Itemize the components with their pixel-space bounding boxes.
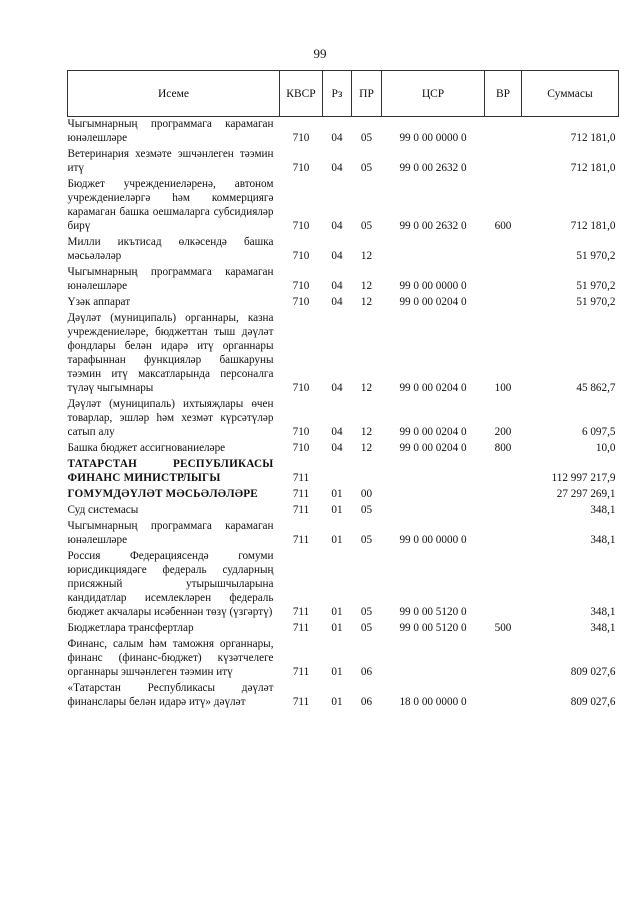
header-csr: ЦСР bbox=[382, 71, 485, 117]
header-rz: Рз bbox=[323, 71, 352, 117]
row-kvsr: 710 bbox=[292, 426, 310, 438]
row-csr: 99 0 00 0204 0 bbox=[399, 382, 467, 394]
row-vr bbox=[485, 549, 522, 621]
row-name: ТАТАРСТАН РЕСПУБЛИКАСЫ ФИНАНС МИНИСТРЛЫГЫ bbox=[67, 458, 274, 484]
row-pr: 12 bbox=[360, 382, 373, 394]
row-vr: 800 bbox=[494, 442, 512, 454]
row-name: Башка бюджет ассигнованиеләре bbox=[67, 442, 226, 454]
row-rz: 04 bbox=[331, 220, 343, 232]
row-vr bbox=[485, 147, 522, 177]
row-csr bbox=[382, 235, 485, 265]
budget-table bbox=[67, 70, 619, 711]
row-sum: 712 181,0 bbox=[570, 132, 616, 144]
row-pr: 12 bbox=[360, 250, 373, 262]
row-vr bbox=[485, 235, 522, 265]
row-sum: 51 970,2 bbox=[576, 250, 616, 262]
row-csr: 99 0 00 0204 0 bbox=[399, 426, 467, 438]
row-sum: 51 970,2 bbox=[576, 280, 616, 292]
row-vr bbox=[485, 295, 522, 311]
table-row bbox=[68, 147, 619, 177]
row-csr: 99 0 00 5120 0 bbox=[399, 622, 467, 634]
row-pr: 05 bbox=[360, 504, 373, 516]
row-rz bbox=[323, 457, 352, 487]
row-sum: 6 097,5 bbox=[581, 426, 616, 438]
row-rz: 04 bbox=[331, 296, 343, 308]
table-row bbox=[68, 397, 619, 441]
row-name: Бюджет учреждениеләренә, автоном учреждениеләргә һәм коммерциягә карамаган башка оешмаларга субсидияләр бирү bbox=[67, 178, 274, 232]
row-pr: 05 bbox=[360, 606, 373, 618]
row-name: Суд системасы bbox=[67, 504, 139, 516]
row-kvsr: 711 bbox=[292, 666, 310, 678]
row-pr: 05 bbox=[360, 220, 373, 232]
row-kvsr: 710 bbox=[292, 132, 310, 144]
row-pr: 12 bbox=[360, 426, 373, 438]
row-csr bbox=[382, 487, 485, 503]
table-body bbox=[68, 117, 619, 712]
header-sum: Суммасы bbox=[522, 71, 619, 117]
table-row bbox=[68, 235, 619, 265]
row-sum: 809 027,6 bbox=[570, 696, 616, 708]
row-vr bbox=[485, 637, 522, 681]
table-row bbox=[68, 117, 619, 148]
row-sum: 112 997 217,9 bbox=[551, 472, 616, 484]
row-kvsr: 711 bbox=[292, 472, 310, 484]
row-name: Финанс, салым һәм таможня органнары, финанс (финанс-бюджет) күзәтчелеге органнары эшчәнлеген тәэмин итү bbox=[67, 638, 274, 678]
row-rz: 04 bbox=[331, 382, 343, 394]
table-row bbox=[68, 503, 619, 519]
row-name: Чыгымнарның программага карамаган юнәлешләре bbox=[67, 118, 274, 144]
row-kvsr: 710 bbox=[292, 442, 310, 454]
row-csr: 99 0 00 2632 0 bbox=[399, 220, 467, 232]
row-vr bbox=[485, 265, 522, 295]
row-rz: 04 bbox=[331, 442, 343, 454]
row-name: Ветеринария хезмәте эшчәнлеген тәэмин итү bbox=[67, 148, 274, 174]
row-pr: 12 bbox=[360, 280, 373, 292]
row-pr: 12 bbox=[360, 296, 373, 308]
row-sum: 27 297 269,1 bbox=[556, 488, 616, 500]
row-vr: 600 bbox=[494, 220, 512, 232]
row-kvsr: 711 bbox=[292, 534, 310, 546]
row-pr: 12 bbox=[360, 442, 373, 454]
row-pr: 06 bbox=[360, 696, 373, 708]
row-rz: 01 bbox=[331, 534, 343, 546]
row-sum: 348,1 bbox=[590, 504, 616, 516]
row-vr: 500 bbox=[494, 622, 512, 634]
row-kvsr: 711 bbox=[292, 488, 310, 500]
header-kvsr: КВСР bbox=[280, 71, 323, 117]
row-kvsr: 711 bbox=[292, 622, 310, 634]
header-vr: ВР bbox=[485, 71, 522, 117]
row-pr: 06 bbox=[360, 666, 373, 678]
row-pr: 05 bbox=[360, 132, 373, 144]
row-vr: 100 bbox=[494, 382, 512, 394]
row-kvsr: 711 bbox=[292, 504, 310, 516]
row-name: Чыгымнарның программага карамаган юнәлешләре bbox=[67, 266, 274, 292]
row-csr: 99 0 00 0000 0 bbox=[399, 132, 467, 144]
row-csr: 99 0 00 0204 0 bbox=[399, 296, 467, 308]
page-number: 99 bbox=[313, 46, 327, 61]
row-kvsr: 711 bbox=[292, 696, 310, 708]
table-row bbox=[68, 311, 619, 397]
row-pr: 00 bbox=[360, 488, 373, 500]
table-row bbox=[68, 637, 619, 681]
row-kvsr: 710 bbox=[292, 162, 310, 174]
row-rz: 01 bbox=[331, 622, 343, 634]
row-rz: 01 bbox=[331, 504, 343, 516]
row-csr bbox=[382, 637, 485, 681]
row-sum: 10,0 bbox=[595, 442, 616, 454]
table-row bbox=[68, 549, 619, 621]
row-rz: 01 bbox=[331, 606, 343, 618]
row-sum: 45 862,7 bbox=[576, 382, 616, 394]
row-vr bbox=[485, 681, 522, 711]
row-csr: 99 0 00 0000 0 bbox=[399, 280, 467, 292]
row-sum: 348,1 bbox=[590, 622, 616, 634]
table-row bbox=[68, 457, 619, 487]
row-name: Бюджетлара трансфертлар bbox=[67, 622, 194, 634]
row-vr bbox=[485, 457, 522, 487]
row-rz: 01 bbox=[331, 488, 343, 500]
row-csr: 99 0 00 0000 0 bbox=[399, 534, 467, 546]
row-kvsr: 710 bbox=[292, 250, 310, 262]
row-rz: 04 bbox=[331, 280, 343, 292]
row-kvsr: 710 bbox=[292, 280, 310, 292]
row-kvsr: 710 bbox=[292, 220, 310, 232]
row-pr: 05 bbox=[360, 162, 373, 174]
table-row bbox=[68, 519, 619, 549]
row-sum: 809 027,6 bbox=[570, 666, 616, 678]
table-header bbox=[68, 71, 619, 117]
row-csr: 99 0 00 0204 0 bbox=[399, 442, 467, 454]
row-csr: 99 0 00 5120 0 bbox=[399, 606, 467, 618]
row-pr bbox=[352, 457, 382, 487]
row-sum: 712 181,0 bbox=[570, 220, 616, 232]
row-vr bbox=[485, 503, 522, 519]
row-name: Милли икътисад өлкәсендә башка мәсьәләләр bbox=[67, 236, 274, 262]
row-csr: 18 0 00 0000 0 bbox=[399, 696, 467, 708]
row-kvsr: 711 bbox=[292, 606, 310, 618]
row-rz: 01 bbox=[331, 666, 343, 678]
row-kvsr: 710 bbox=[292, 382, 310, 394]
row-name: ГОМУМДӘҮЛӘТ МӘСЬӘЛӘЛӘРЕ bbox=[67, 488, 258, 500]
row-name: Чыгымнарның программага карамаган юнәлешләре bbox=[67, 520, 274, 546]
row-name: Дәүләт (муниципаль) органнары, казна учреждениеләре, бюджеттан тыш дәүләт фондлары белән идарә итү органнары тарафыннан функцияләр башкаруны тәэмин итү максатларында персоналга түләү чыгымнары bbox=[67, 312, 274, 394]
row-vr bbox=[485, 117, 522, 148]
table-row bbox=[68, 681, 619, 711]
row-csr bbox=[382, 503, 485, 519]
row-name: «Татарстан Республикасы дәүләт финанслары белән идарә итү» дәүләт bbox=[67, 682, 274, 708]
row-sum: 348,1 bbox=[590, 606, 616, 618]
row-rz: 04 bbox=[331, 250, 343, 262]
row-rz: 04 bbox=[331, 132, 343, 144]
table-row bbox=[68, 487, 619, 503]
row-rz: 01 bbox=[331, 696, 343, 708]
row-name: Россия Федерациясендә гомуми юрисдикциядәге федераль судларның присяжный утырышчыларына кандидатлар исемлекләрен федераль бюджет акчалары исәбеннән төзү (үзгәртү) bbox=[67, 550, 274, 618]
row-name: Дәүләт (муниципаль) ихтыяҗлары өчен товарлар, эшләр һәм хезмәт күрсәтүләр сатып алу bbox=[67, 398, 274, 438]
row-sum: 51 970,2 bbox=[576, 296, 616, 308]
row-pr: 05 bbox=[360, 622, 373, 634]
table-row bbox=[68, 621, 619, 637]
row-pr: 05 bbox=[360, 534, 373, 546]
table-row bbox=[68, 295, 619, 311]
row-kvsr: 710 bbox=[292, 296, 310, 308]
row-vr bbox=[485, 519, 522, 549]
row-sum: 712 181,0 bbox=[570, 162, 616, 174]
row-name: Үзәк аппарат bbox=[67, 296, 131, 308]
row-vr bbox=[485, 487, 522, 503]
table-row bbox=[68, 441, 619, 457]
table-row bbox=[68, 177, 619, 235]
row-csr bbox=[382, 457, 485, 487]
row-csr: 99 0 00 2632 0 bbox=[399, 162, 467, 174]
table-row bbox=[68, 265, 619, 295]
header-pr: ПР bbox=[352, 71, 382, 117]
header-name: Исеме bbox=[68, 71, 280, 117]
row-sum: 348,1 bbox=[590, 534, 616, 546]
row-vr: 200 bbox=[494, 426, 512, 438]
row-rz: 04 bbox=[331, 162, 343, 174]
row-rz: 04 bbox=[331, 426, 343, 438]
